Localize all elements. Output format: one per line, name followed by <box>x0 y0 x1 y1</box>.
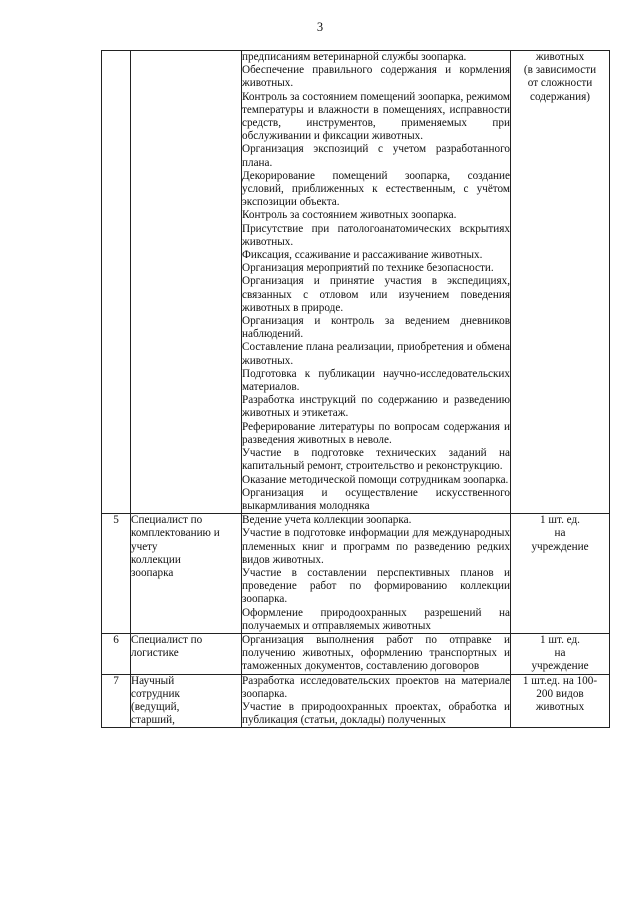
duty-item: Организация и осуществление искусственного выкармливания молодняка <box>242 486 510 512</box>
quantity-line: 1 шт. ед. <box>540 514 580 527</box>
quantity-line: содержания) <box>529 90 591 103</box>
duty-item: Разработка исследовательских проектов на материале зоопарка. <box>242 674 510 700</box>
duty-item: Контроль за состоянием помещений зоопарка, режимом температуры и влажности в помещениях, исправности средств, инструментов, применяемых при обслуживании и фиксации животных. <box>242 90 510 143</box>
duty-item: Контроль за состоянием животных зоопарка. <box>242 209 457 222</box>
row-number-cell: 6 <box>102 633 131 674</box>
position-line: зоопарка <box>131 566 174 579</box>
duty-item: Обеспечение правильного содержания и кормления животных. <box>242 64 510 90</box>
quantity-line: животных <box>535 700 585 713</box>
duty-item: Организация и принятие участия в экспедициях, связанных с отловом или изучением поведения животных в природе. <box>242 275 510 314</box>
position-line: старший, <box>131 714 175 727</box>
staff-quantity-cell <box>511 514 610 634</box>
duty-item: Участие в природоохранных проектах, обработка и публикация (статьи, доклады) полученных <box>242 700 510 727</box>
quantity-line: от сложности <box>527 77 593 90</box>
position-line: Специалист по <box>131 514 203 527</box>
staff-table <box>101 50 610 728</box>
position-cell <box>131 514 242 634</box>
position-line: (ведущий, <box>131 700 180 713</box>
quantity-line: 200 видов <box>536 687 584 700</box>
table-row <box>102 51 610 514</box>
position-line: Научный <box>131 674 175 687</box>
quantity-line: (в зависимости <box>523 64 597 77</box>
duty-item: Участие в подготовке технических заданий на капитальный ремонт, строительство и реконструкцию. <box>242 447 510 473</box>
staff-quantity-cell <box>511 633 610 674</box>
duty-item: Участие в составлении перспективных планов и проведение работ по формированию коллекции зоопарка. <box>242 566 510 606</box>
staff-quantity-cell <box>511 674 610 728</box>
quantity-line: 1 шт. ед. <box>540 633 580 646</box>
position-cell <box>131 633 242 674</box>
duty-item: Оформление природоохранных разрешений на получаемых и отправляемых животных <box>242 606 510 632</box>
duties-cell <box>242 674 511 728</box>
staff-quantity-cell <box>511 51 610 514</box>
position-line: комплектованию и <box>131 527 220 540</box>
position-cell <box>131 51 242 514</box>
quantity-line: на <box>554 647 566 660</box>
duty-item: Разработка инструкций по содержанию и разведению животных и этикетаж. <box>242 394 510 420</box>
duty-item: Декорирование помещений зоопарка, создание условий, приближенных к естественным, с учётом экспозиции объекта. <box>242 169 510 209</box>
duties-cell <box>242 633 511 674</box>
table-row <box>102 633 610 674</box>
duty-item: Оказание методической помощи сотрудникам зоопарка. <box>242 473 509 486</box>
duty-item: Подготовка к публикации научно-исследовательских материалов. <box>242 367 510 394</box>
duty-item: Организация мероприятий по технике безопасности. <box>242 262 494 275</box>
duty-item: Организация выполнения работ по отправке и получению животных, оформлению транспортных и таможенных документов, составлению договоров <box>242 633 510 673</box>
quantity-line: на <box>554 527 566 540</box>
position-line: коллекции <box>131 553 181 566</box>
quantity-line: животных <box>535 51 585 63</box>
duty-item: Присутствие при патологоанатомических вскрытиях животных. <box>242 222 510 248</box>
position-line: учету <box>131 540 158 553</box>
duty-item: предписаниям ветеринарной службы зоопарка. <box>242 51 467 63</box>
duty-item: Фиксация, ссаживание и рассаживание животных. <box>242 249 483 262</box>
row-number-cell: 7 <box>102 674 131 728</box>
position-line: Специалист по <box>131 633 203 646</box>
row-number-cell <box>102 51 131 514</box>
duty-item: Реферирование литературы по вопросам содержания и разведения животных в неволе. <box>242 420 510 446</box>
duties-cell <box>242 514 511 634</box>
table-row <box>102 674 610 728</box>
quantity-line: 1 шт.ед. на 100- <box>522 674 598 687</box>
quantity-line: учреждение <box>531 540 589 553</box>
duty-item: Организация экспозиций с учетом разработанного плана. <box>242 143 510 169</box>
table-row <box>102 514 610 634</box>
quantity-line: учреждение <box>531 660 589 673</box>
duty-item: Ведение учета коллекции зоопарка. <box>242 514 412 527</box>
page-number: 3 <box>316 20 324 34</box>
position-line: сотрудник <box>131 687 180 700</box>
duty-item: Участие в подготовке информации для международных племенных книг и программ по разведению редких видов животных. <box>242 527 510 566</box>
row-number-cell: 5 <box>102 514 131 634</box>
duty-item: Составление плана реализации, приобретения и обмена животных. <box>242 341 510 367</box>
duties-cell <box>242 51 511 514</box>
position-line: логистике <box>131 647 179 660</box>
duty-item: Организация и контроль за ведением дневников наблюдений. <box>242 315 510 341</box>
position-cell <box>131 674 242 728</box>
